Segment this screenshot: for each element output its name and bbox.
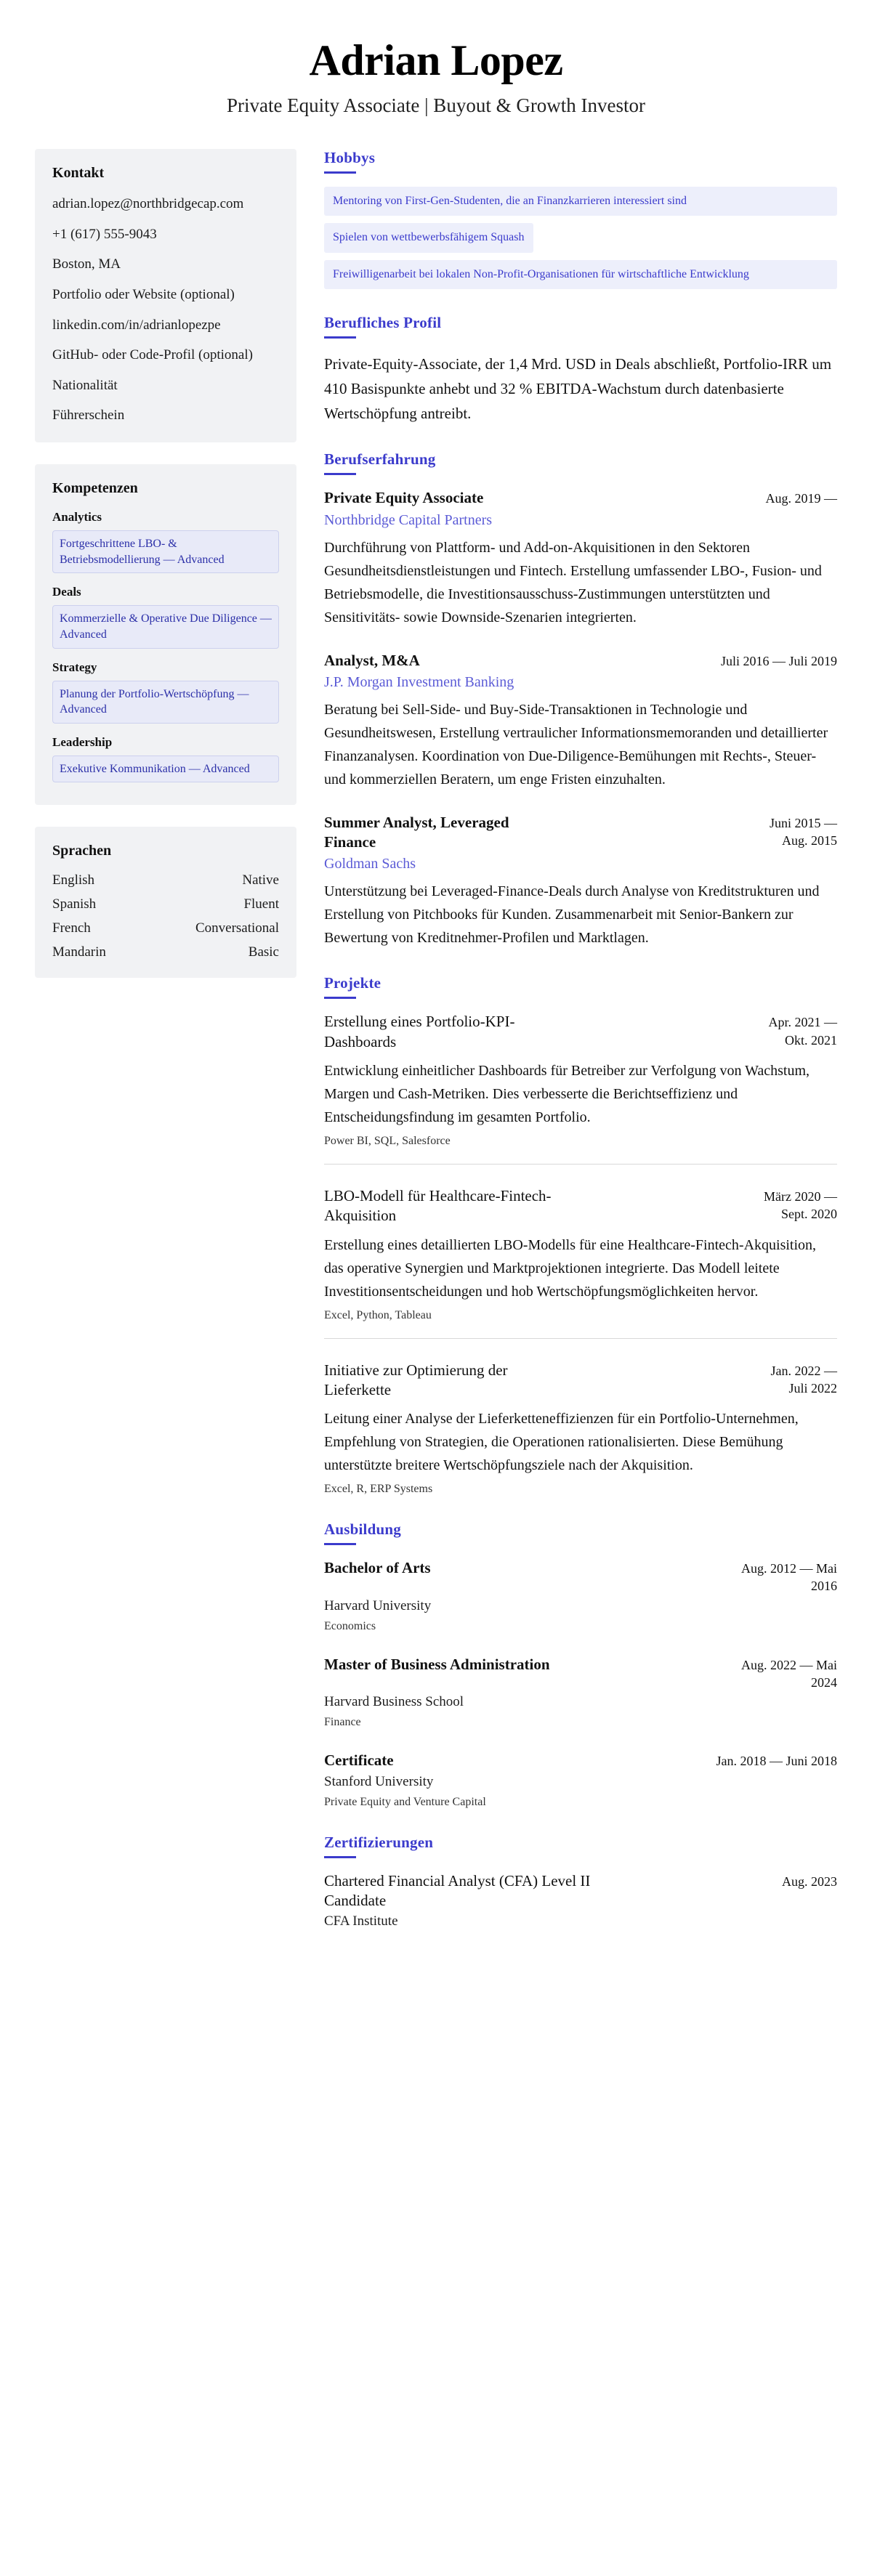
project-title: LBO-Modell für Healthcare-Fintech-Akquisition [324,1187,552,1225]
job-title: Summer Analyst, Leveraged Finance [324,813,509,851]
project-tags: Excel, Python, Tableau [324,1308,432,1321]
job-company: Goldman Sachs [324,856,416,872]
certification-entry [324,1871,837,1930]
study-field: Economics [324,1619,376,1632]
contact-phone[interactable]: +1 (617) 555-9043 [52,226,157,242]
skill-group-label: Deals [52,585,81,599]
job-description: Durchführung von Plattform- und Add-on-Akquisitionen in den Sektoren Gesundheitsdienstleistungen und Fintech. Erstellung umfassender LBO-, Fusion- und Betriebsmodelle, die Investitionsausschuss-Zustimmungen unterstützten und Sensitivitäts- sowie Downside-Szenarien integrierten. [324,539,822,625]
entry-head [324,1558,837,1595]
project-description: Leitung einer Analyse der Lieferketteneffizienzen für ein Portfolio-Unternehmen, Empfehlung von Strategien, die Operationen rationalisierten. Diese Bemühung unterstützte breitere Wertschöpfungsziele nach der Akquisition. [324,1411,799,1474]
entry-head [324,813,837,853]
skill-group-label: Analytics [52,510,102,524]
education-entry [324,1655,837,1730]
experience-entry [324,813,837,950]
skill-group-deals [52,585,279,648]
project-date: Jan. 2022 — Juli 2022 [770,1363,837,1396]
languages-card [35,827,296,978]
degree-title: Certificate [324,1751,394,1770]
section-title: Hobbys [324,149,376,166]
section-certifications [324,1834,837,1930]
language-level: Fluent [243,896,279,912]
language-name: French [52,920,91,936]
job-title: Analyst, M&A [324,651,420,669]
section-title: Zertifizierungen [324,1833,434,1851]
resume-body [0,131,872,1998]
hobby-chip: Freiwilligenarbeit bei lokalen Non-Profit-Organisationen für wirtschaftliche Entwicklung [324,260,837,289]
certification-issuer: CFA Institute [324,1913,398,1929]
language-row [52,896,279,912]
job-description: Beratung bei Sell-Side- und Buy-Side-Transaktionen in Technologie und Gesundheitswesen, Erstellung vertraulicher Informationsmemoranden und detaillierter Finanzanalysen. Koordination von Due-Diligence-Bemühungen mit Rechts-, Steuer- und kommerziellen Beratern, um enge Fristen einzuhalten. [324,701,828,787]
contact-location: Boston, MA [52,256,121,272]
language-name: Spanish [52,896,97,912]
degree-date: Aug. 2012 — Mai 2016 [741,1561,837,1594]
study-field: Private Equity and Venture Capital [324,1795,486,1808]
job-title: Private Equity Associate [324,489,484,507]
sidebar [35,149,296,1000]
contact-card-title: Kontakt [52,165,105,181]
skill-group-label: Strategy [52,660,97,674]
skill-chip: Fortgeschrittene LBO- & Betriebsmodellierung — Advanced [52,530,279,573]
contact-github[interactable]: GitHub- oder Code-Profil (optional) [52,347,253,363]
header-subtitle: Private Equity Associate | Buyout & Growth Investor [226,94,646,116]
project-tags: Excel, R, ERP Systems [324,1483,433,1496]
divider [324,1338,837,1339]
job-company: J.P. Morgan Investment Banking [324,673,514,690]
section-rule [324,1543,356,1545]
project-description: Erstellung eines detaillierten LBO-Modells für eine Healthcare-Fintech-Akquisition, das operative Synergien und Marktprojektionen integrierte. Das Modell leitete Investitionsentscheidungen und hob Wertschöpfungsmöglichkeiten hervor. [324,1236,817,1300]
language-level: Basic [248,944,279,960]
job-date: Juni 2015 — Aug. 2015 [769,815,837,848]
skill-group-analytics [52,510,279,573]
skill-group-strategy [52,660,279,724]
project-description: Entwicklung einheitlicher Dashboards für Betreiber zur Verfolgung von Wachstum, Margen und Cash-Metriken. Dies verbesserte die Berichtseffizienz und Entscheidungsfindung im gesamten Portfolio. [324,1063,810,1125]
section-title: Ausbildung [324,1520,401,1539]
main-content [318,149,837,1954]
project-tags: Power BI, SQL, Salesforce [324,1135,451,1147]
section-experience [324,450,837,949]
language-level: Native [242,872,279,888]
entry-head [324,1871,837,1911]
school-name: Harvard Business School [324,1694,464,1710]
hobby-chip: Spielen von wettbewerbsfähigem Squash [324,223,533,252]
languages-card-title: Sprachen [52,843,112,859]
job-description: Unterstützung bei Leveraged-Finance-Deals durch Analyse von Kreditstrukturen und Erstellung von Pitchbooks für Kunden. Zusammenarbeit mit Senior-Bankern zur Bewertung von Kreditnehmer-Profilen und Marktlagen. [324,883,820,947]
section-rule [324,171,356,174]
job-date: Aug. 2019 — [765,491,837,506]
education-entry [324,1751,837,1808]
language-name: Mandarin [52,944,106,960]
entry-head [324,651,837,671]
page-title: Adrian Lopez [309,36,563,84]
hobby-chip: Mentoring von First-Gen-Studenten, die an Finanzkarrieren interessiert sind [324,187,837,216]
contact-driving-license: Führerschein [52,408,125,424]
degree-date: Aug. 2022 — Mai 2024 [741,1657,837,1690]
divider [324,1164,837,1165]
certification-date: Aug. 2023 [782,1874,837,1889]
language-name: English [52,872,95,888]
school-name: Harvard University [324,1597,432,1613]
project-entry [324,1186,837,1339]
section-rule [324,1856,356,1858]
language-row [52,872,279,888]
job-date: Juli 2016 — Juli 2019 [720,653,837,668]
experience-entry [324,488,837,628]
section-title: Projekte [324,974,382,992]
contact-linkedin[interactable]: linkedin.com/in/adrianlopezpe [52,317,221,333]
profile-text: Private-Equity-Associate, der 1,4 Mrd. USD in Deals abschließt, Portfolio-IRR um 410 Basispunkte anhebt und 32 % EBITDA-Wachstum durch datenbasierte Wertschöpfung antreibt. [324,355,832,423]
contact-nationality: Nationalität [52,377,118,393]
entry-head [324,1361,837,1401]
job-company: Northbridge Capital Partners [324,511,493,528]
degree-title: Master of Business Administration [324,1655,550,1673]
skill-chip: Kommerzielle & Operative Due Diligence — Advanced [52,605,279,648]
language-row [52,944,279,960]
section-title: Berufserfahrung [324,450,436,469]
section-education [324,1520,837,1808]
contact-email[interactable]: adrian.lopez@northbridgecap.com [52,196,244,211]
entry-head [324,1655,837,1692]
study-field: Finance [324,1716,361,1729]
project-date: März 2020 — Sept. 2020 [764,1189,837,1222]
certification-title: Chartered Financial Analyst (CFA) Level II Candidate [324,1871,591,1909]
degree-date: Jan. 2018 — Juni 2018 [716,1754,837,1769]
section-profile [324,314,837,426]
section-rule [324,997,356,999]
entry-head [324,1186,837,1226]
skill-chip: Exekutive Kommunikation — Advanced [52,756,279,783]
entry-head [324,1012,837,1052]
contact-card [35,149,296,442]
skills-card-title: Kompetenzen [52,480,138,497]
experience-entry [324,651,837,791]
skill-group-label: Leadership [52,734,113,749]
entry-head [324,1751,837,1770]
section-rule [324,473,356,475]
project-date: Apr. 2021 — Okt. 2021 [768,1015,837,1048]
section-hobbies [324,149,837,289]
school-name: Stanford University [324,1773,434,1789]
skill-group-leadership [52,735,279,783]
project-title: Initiative zur Optimierung der Lieferkette [324,1361,508,1398]
language-row [52,920,279,936]
project-entry [324,1012,837,1165]
section-title: Berufliches Profil [324,314,442,332]
skill-chip: Planung der Portfolio-Wertschöpfung — Advanced [52,681,279,724]
degree-title: Bachelor of Arts [324,1559,431,1577]
skills-card [35,464,296,805]
project-entry [324,1361,837,1496]
language-level: Conversational [195,920,279,936]
entry-head [324,488,837,508]
section-rule [324,336,356,339]
section-projects [324,974,837,1496]
contact-website[interactable]: Portfolio oder Website (optional) [52,286,235,302]
education-entry [324,1558,837,1633]
resume-header [0,29,872,131]
project-title: Erstellung eines Portfolio-KPI-Dashboards [324,1013,515,1050]
